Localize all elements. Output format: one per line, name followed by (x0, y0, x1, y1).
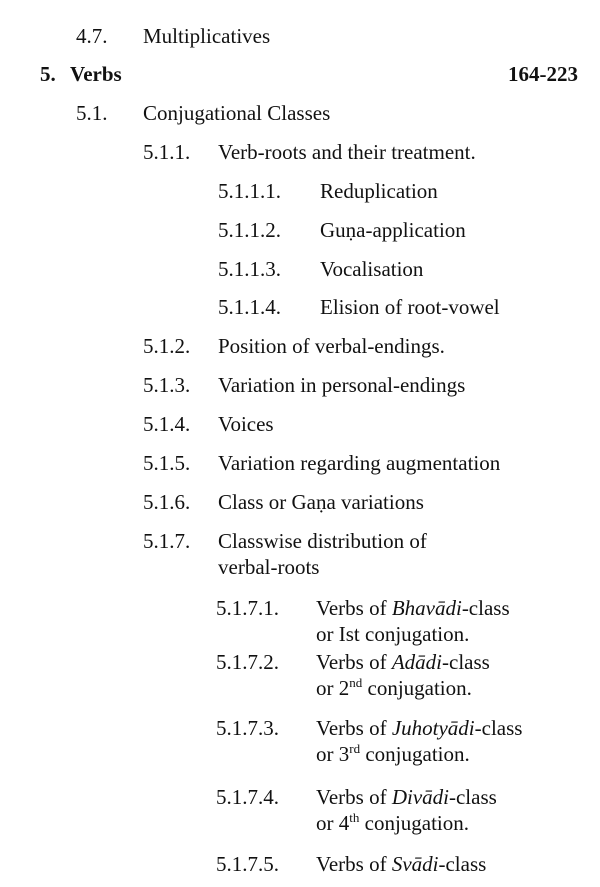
section-title (316, 649, 490, 701)
section-number: 5.1.7.5. (216, 852, 279, 876)
ordinal-suffix: rd (349, 741, 361, 756)
section-number: 5.1.7.2. (216, 650, 279, 674)
section-number: 5.1.6. (143, 490, 191, 514)
section-number: 5.1.2. (143, 334, 191, 358)
section-title: Multiplicatives (143, 24, 271, 48)
section-title: Variation regarding augmentation (218, 451, 501, 475)
section-number: 4.7. (76, 24, 108, 48)
section-title: Reduplication (320, 179, 438, 203)
title-line-1: Verbs of Adādi-class (316, 650, 490, 674)
section-title (316, 784, 497, 836)
chapter-number: 5. (40, 62, 56, 86)
section-title: Conjugational Classes (143, 101, 331, 125)
title-line-1: Classwise distribution of (218, 529, 427, 553)
toc-entry (0, 528, 600, 580)
section-number: 5.1.3. (143, 373, 191, 397)
section-number: 5.1.5. (143, 451, 191, 475)
title-line-2: verbal-roots (218, 555, 320, 579)
toc-entry (0, 649, 600, 701)
section-number: 5.1.1.1. (218, 179, 281, 203)
section-title: Voices (218, 412, 274, 436)
section-number: 5.1.1.2. (218, 218, 281, 242)
title-line-2: or 2nd conjugation. (316, 675, 472, 700)
section-title: Position of verbal-endings. (218, 334, 445, 358)
section-number: 5.1.7.3. (216, 716, 279, 740)
class-name: Bhavādi (391, 596, 462, 620)
section-title: Guṇa-application (320, 218, 466, 242)
page-range: 164-223 (508, 62, 578, 86)
title-line-2: or 4th conjugation. (316, 810, 470, 835)
section-title: Verb-roots and their treatment. (218, 140, 476, 164)
title-line-2: or Ist conjugation. (316, 622, 470, 646)
title-line-1: Verbs of Divādi-class (316, 785, 497, 809)
title-line-1: Verbs of Juhotyādi-class (316, 716, 523, 740)
section-title: Vocalisation (320, 257, 424, 281)
ordinal-suffix: nd (349, 675, 363, 690)
section-title (316, 715, 522, 767)
section-title: Class or Gaṇa variations (218, 490, 424, 514)
section-title: Elision of root-vowel (320, 295, 500, 319)
toc-entry (0, 715, 600, 767)
title-line-2: or 3rd conjugation. (316, 741, 470, 766)
section-title (218, 528, 427, 580)
chapter-title: Verbs (70, 62, 122, 86)
class-name: Divādi (391, 785, 449, 809)
class-name: Svādi (391, 852, 439, 876)
section-number: 5.1.1.3. (218, 257, 281, 281)
ordinal-suffix: th (349, 810, 360, 825)
toc-entry (0, 784, 600, 836)
section-number: 5.1.7.1. (216, 596, 279, 620)
class-name: Juhotyādi (391, 716, 475, 740)
toc-entry (0, 595, 600, 647)
title-line-1: Verbs of Bhavādi-class (316, 596, 510, 620)
section-title: Verbs of Svādi-class (316, 852, 487, 876)
class-name: Adādi (391, 650, 442, 674)
section-number: 5.1. (76, 101, 108, 125)
section-number: 5.1.1. (143, 140, 191, 164)
section-number: 5.1.7.4. (216, 785, 279, 809)
section-title: Variation in personal-endings (218, 373, 466, 397)
section-number: 5.1.1.4. (218, 295, 281, 319)
section-title (316, 595, 510, 647)
section-number: 5.1.7. (143, 529, 191, 553)
section-number: 5.1.4. (143, 412, 191, 436)
